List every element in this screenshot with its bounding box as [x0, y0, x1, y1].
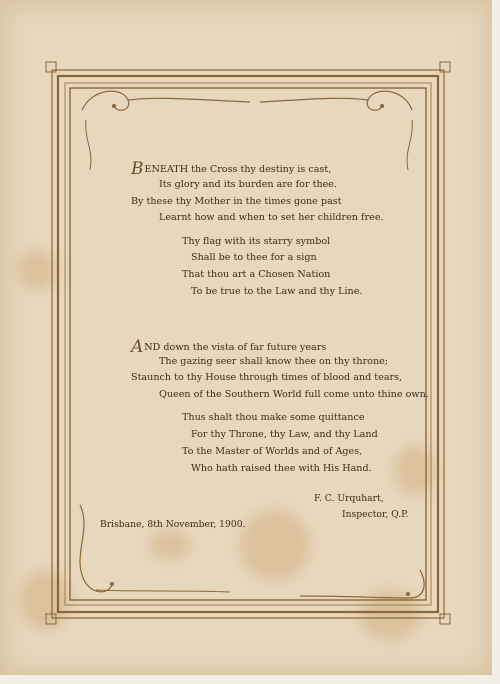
author-title: Inspector, Q.P.	[342, 509, 409, 520]
poem-line: BENEATH the Cross thy destiny is cast,	[131, 159, 332, 179]
poem-line: Who hath raised thee with His Hand.	[191, 463, 372, 474]
poem-line: AND down the vista of far future years	[131, 337, 327, 357]
drop-cap: B	[131, 159, 144, 179]
place-date: Brisbane, 8th November, 1900.	[100, 519, 246, 530]
poem-line: Staunch to thy House through times of blood and tears,	[131, 372, 403, 383]
poem-line: Its glory and its burden are for thee.	[159, 179, 338, 190]
poem-line: Learnt how and when to set her children free.	[159, 212, 384, 223]
author-name: F. C. Urquhart,	[314, 493, 384, 504]
poem-line: That thou art a Chosen Nation	[182, 269, 331, 280]
poem-line: Shall be to thee for a sign	[191, 252, 317, 263]
poem-line: The gazing seer shall know thee on thy throne;	[159, 356, 389, 367]
poem-line: Thus shalt thou make some quittance	[182, 412, 365, 423]
drop-cap: A	[131, 337, 144, 357]
poem-line: By these thy Mother in the times gone past	[131, 196, 342, 207]
poem-line: To the Master of Worlds and of Ages,	[182, 446, 363, 457]
poem-line: Queen of the Southern World full come unto thine own.	[159, 389, 429, 400]
poem-line: For thy Throne, thy Law, and thy Land	[191, 429, 378, 440]
poem-line: To be true to the Law and thy Line.	[191, 286, 363, 297]
poem-line: Thy flag with its starry symbol	[182, 236, 331, 247]
